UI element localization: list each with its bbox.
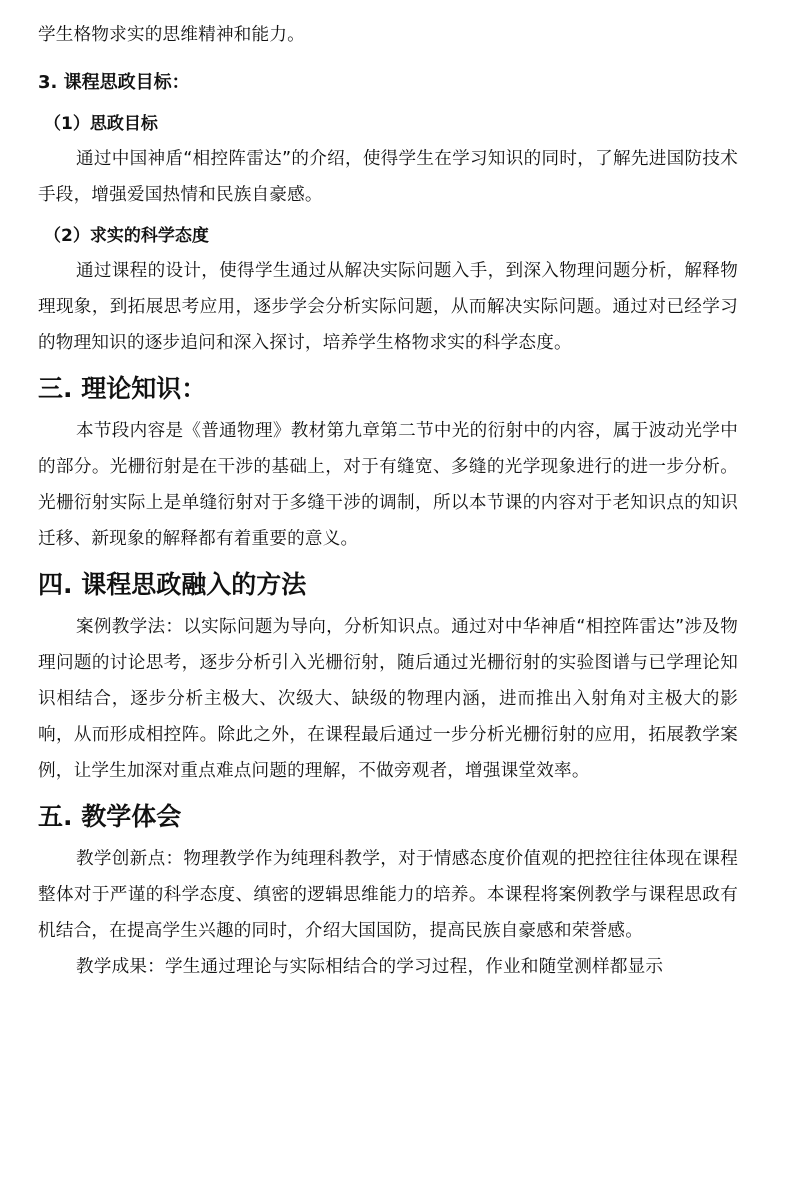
paragraph-results: 教学成果：学生通过理论与实际相结合的学习过程，作业和随堂测样都显示 [76,957,664,977]
section-heading-method: 四. 课程思政融入的方法 [38,570,307,599]
section-heading-theory: 三. 理论知识： [38,374,207,403]
subheading-ideology-goal: （1）思政目标 [44,114,158,134]
paragraph-scientific-attitude: 通过课程的设计，使得学生通过从解决实际问题入手，到深入物理问题分析，解释物理现象，到拓展思考应用，逐步学会分析实际问题，从而解决实际问题。通过对已经学习的物理知识的逐步追问和深入探讨，培养学生格物求实的科学态度。 [38,261,738,353]
paragraph-theory: 本节段内容是《普通物理》教材第九章第二节中光的衍射中的内容，属于波动光学中的部分。光栅衍射是在干涉的基础上，对于有缝宽、多缝的光学现象进行的进一步分析。光栅衍射实际上是单缝衍射对于多缝干涉的调制，所以本节课的内容对于老知识点的知识迁移、新现象的解释都有着重要的意义。 [38,421,738,549]
paragraph-innovation: 教学创新点：物理教学作为纯理科教学，对于情感态度价值观的把控往往体现在课程整体对于严谨的科学态度、缜密的逻辑思维能力的培养。本课程将案例教学与课程思政有机结合，在提高学生兴趣的同时，介绍大国国防，提高民族自豪感和荣誉感。 [38,849,738,941]
section-heading-ideology-goals: 3. 课程思政目标： [38,72,190,93]
subheading-scientific-attitude: （2）求实的科学态度 [44,226,209,246]
paragraph-method: 案例教学法：以实际问题为导向，分析知识点。通过对中华神盾“相控阵雷达”涉及物理问题的讨论思考，逐步分析引入光栅衍射，随后通过光栅衍射的实验图谱与已学理论知识相结合，逐步分析主极大、次级大、缺级的物理内涵，进而推出入射角对主极大的影响，从而形成相控阵。除此之外，在课程最后通过一步分析光栅衍射的应用，拓展教学案例，让学生加深对重点难点问题的理解，不做旁观者，增强课堂效率。 [38,617,738,781]
document-page [38,0,738,985]
paragraph-ideology-goal: 通过中国神盾“相控阵雷达”的介绍，使得学生在学习知识的同时，了解先进国防技术手段，增强爱国热情和民族自豪感。 [38,149,738,205]
continued-paragraph: 学生格物求实的思维精神和能力。 [38,25,305,45]
section-heading-experience: 五. 教学体会 [38,802,182,831]
